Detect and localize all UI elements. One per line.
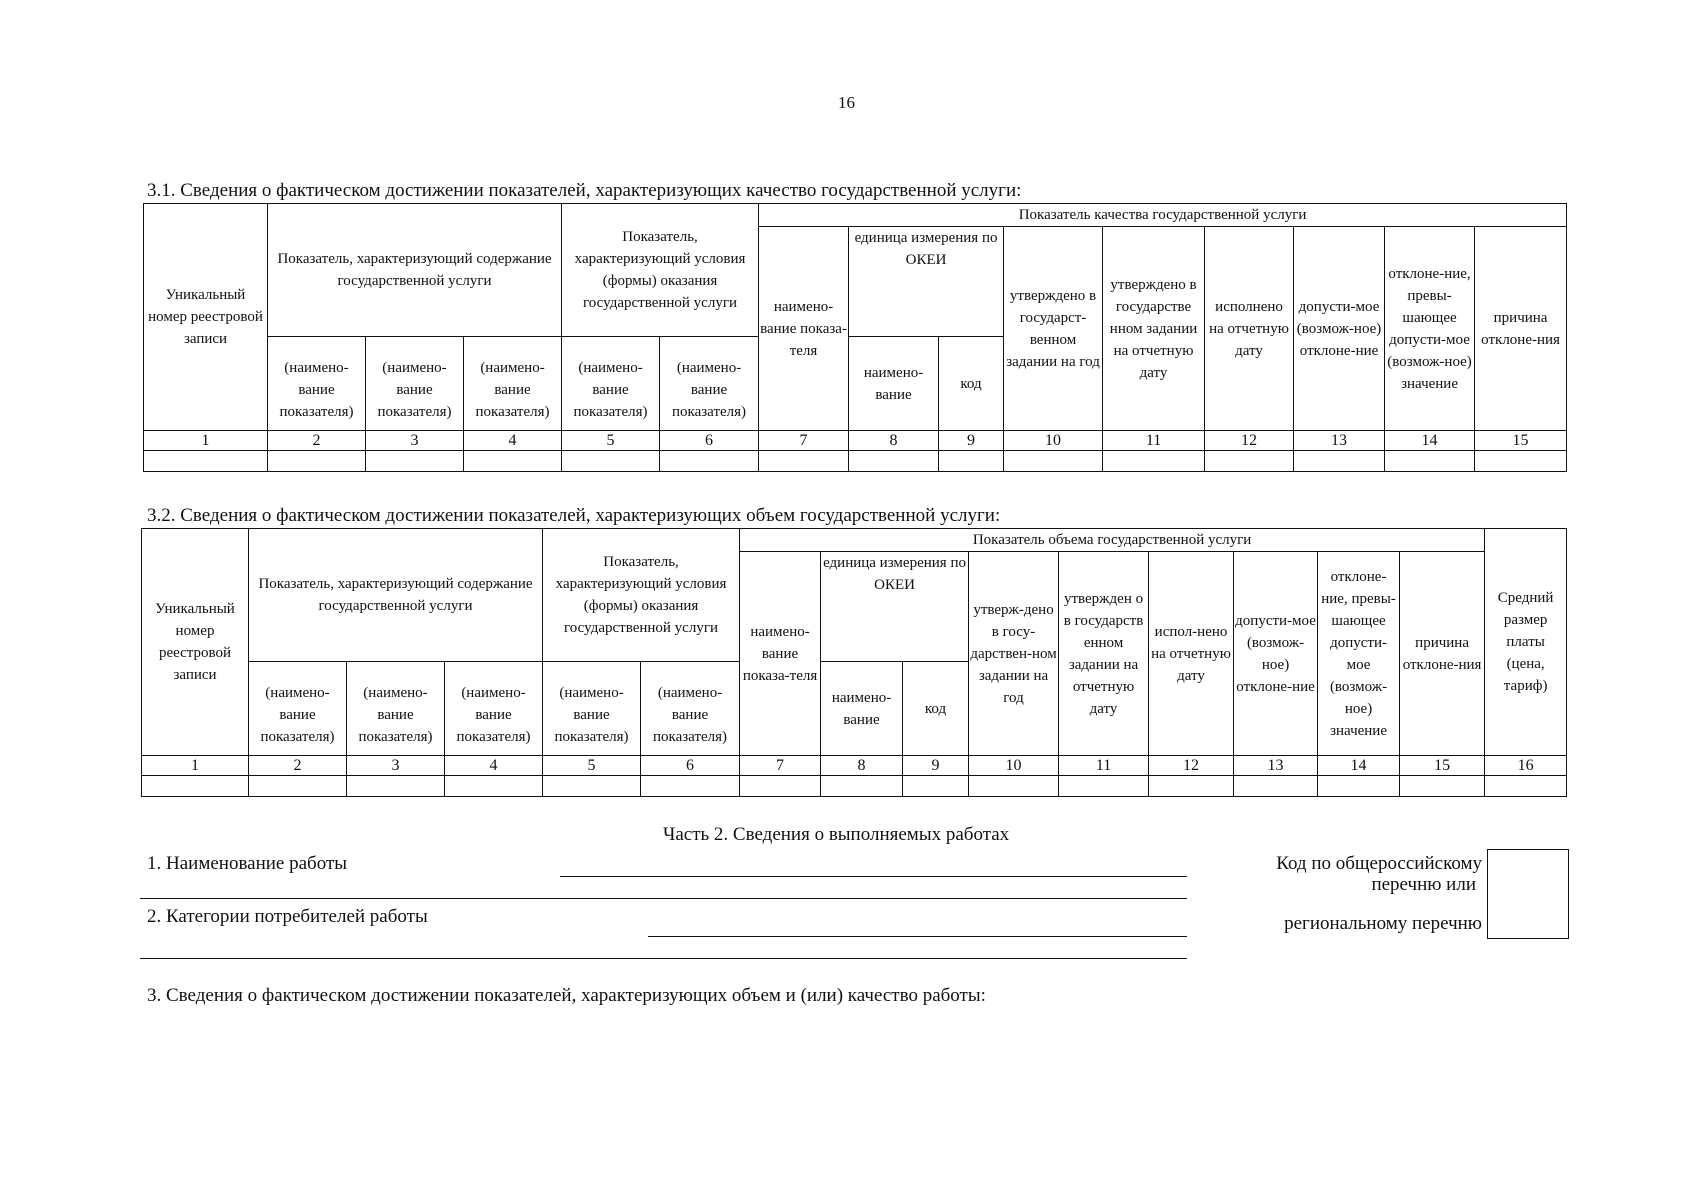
work-name-field[interactable] (560, 876, 1187, 877)
col-number: 6 (660, 431, 759, 451)
h-sub-name: (наимено-вание показателя) (660, 337, 759, 431)
col-number: 3 (347, 756, 445, 776)
col-number: 7 (759, 431, 849, 451)
col-number: 11 (1103, 431, 1205, 451)
col-number: 15 (1400, 756, 1485, 776)
h-average-fee: Средний размер платы (цена, тариф) (1485, 529, 1567, 756)
section-3-1-heading: 3.1. Сведения о фактическом достижении показателей, характеризующих качество государственной услуги: (147, 180, 1022, 201)
h-sub-name: (наимено-вание показателя) (366, 337, 464, 431)
h-indicator-name: наимено-вание показа-теля (759, 227, 849, 431)
work-name-label: 1. Наименование работы (147, 853, 348, 874)
col-number: 4 (464, 431, 562, 451)
col-number: 5 (562, 431, 660, 451)
table-cell[interactable] (1318, 776, 1400, 797)
h-indicator-name: наимено-вание показа-теля (740, 552, 821, 756)
h-exceeding-deviation: отклоне-ние, превы-шающее допусти-мое (возмож-ное) значение (1318, 552, 1400, 756)
consumer-category-field[interactable] (648, 936, 1187, 937)
table-cell[interactable] (1205, 451, 1294, 472)
table-cell[interactable] (740, 776, 821, 797)
col-number: 16 (1485, 756, 1567, 776)
table-cell[interactable] (1485, 776, 1567, 797)
h-unique-record: Уникальный номер реестровой записи (144, 204, 268, 431)
col-number: 14 (1318, 756, 1400, 776)
table-cell[interactable] (1294, 451, 1385, 472)
table-cell[interactable] (142, 776, 249, 797)
table-cell[interactable] (849, 451, 939, 472)
h-approved-report-date: утвержден о в государств енном задании на отчетную дату (1059, 552, 1149, 756)
h-approved-year: утверж-дено в госу-дарствен-ном задании на год (969, 552, 1059, 756)
table-cell[interactable] (562, 451, 660, 472)
h-deviation-reason: причина отклоне-ния (1475, 227, 1567, 431)
col-number: 6 (641, 756, 740, 776)
code-label-line3: региональному перечню (1284, 913, 1482, 934)
col-number: 9 (939, 431, 1004, 451)
col-number: 1 (142, 756, 249, 776)
consumer-category-label: 2. Категории потребителей работы (147, 906, 428, 927)
h-sub-name: (наимено-вание показателя) (641, 662, 740, 756)
part2-title: Часть 2. Сведения о выполняемых работах (663, 824, 1010, 845)
h-unit-name: наимено-вание (821, 662, 903, 756)
table-cell[interactable] (1234, 776, 1318, 797)
col-number: 12 (1205, 431, 1294, 451)
table-cell[interactable] (1004, 451, 1103, 472)
table-cell[interactable] (969, 776, 1059, 797)
h-unit-okei: единица измерения по ОКЕИ (849, 227, 1004, 337)
col-number: 14 (1385, 431, 1475, 451)
page-number: 16 (838, 93, 855, 112)
h-quality-group: Показатель качества государственной услуги (759, 204, 1567, 227)
h-sub-name: (наимено-вание показателя) (249, 662, 347, 756)
h-sub-name: (наимено-вание показателя) (464, 337, 562, 431)
quality-table (143, 203, 1567, 472)
col-number: 10 (1004, 431, 1103, 451)
table-cell[interactable] (268, 451, 366, 472)
h-conditions-indicator: Показатель, характеризующий условия (формы) оказания государственной услуги (543, 529, 740, 662)
h-unit-code: код (903, 662, 969, 756)
table-cell[interactable] (464, 451, 562, 472)
table-row (142, 776, 1567, 797)
code-label-line2: перечню или (1371, 874, 1476, 895)
h-content-indicator: Показатель, характеризующий содержание государственной услуги (249, 529, 543, 662)
table-cell[interactable] (903, 776, 969, 797)
h-sub-name: (наимено-вание показателя) (543, 662, 641, 756)
col-number: 8 (849, 431, 939, 451)
consumer-category-field-line2[interactable] (140, 958, 1187, 959)
h-approved-report-date: утверждено в государстве нном задании на отчетную дату (1103, 227, 1205, 431)
h-deviation-reason: причина отклоне-ния (1400, 552, 1485, 756)
col-number: 12 (1149, 756, 1234, 776)
col-number: 13 (1234, 756, 1318, 776)
col-number: 1 (144, 431, 268, 451)
table-cell[interactable] (939, 451, 1004, 472)
table-cell[interactable] (249, 776, 347, 797)
code-label-line1: Код по общероссийскому (1276, 853, 1482, 874)
h-sub-name: (наимено-вание показателя) (268, 337, 366, 431)
table-cell[interactable] (366, 451, 464, 472)
h-content-indicator: Показатель, характеризующий содержание государственной услуги (268, 204, 562, 337)
table-cell[interactable] (543, 776, 641, 797)
h-executed: испол-нено на отчетную дату (1149, 552, 1234, 756)
h-volume-group: Показатель объема государственной услуги (740, 529, 1485, 552)
table-cell[interactable] (1475, 451, 1567, 472)
registry-code-box[interactable] (1487, 849, 1569, 939)
table-cell[interactable] (1149, 776, 1234, 797)
h-approved-year: утверждено в государст-венном задании на год (1004, 227, 1103, 431)
work-name-field-line2[interactable] (140, 898, 1187, 899)
section-3-2-heading: 3.2. Сведения о фактическом достижении показателей, характеризующих объем государственной услуги: (147, 505, 1001, 526)
col-number: 8 (821, 756, 903, 776)
col-number: 4 (445, 756, 543, 776)
col-number: 3 (366, 431, 464, 451)
col-number: 2 (268, 431, 366, 451)
table-cell[interactable] (821, 776, 903, 797)
table-cell[interactable] (1400, 776, 1485, 797)
h-conditions-indicator: Показатель, характеризующий условия (формы) оказания государственной услуги (562, 204, 759, 337)
table-cell[interactable] (445, 776, 543, 797)
h-executed: исполнено на отчетную дату (1205, 227, 1294, 431)
h-sub-name: (наимено-вание показателя) (347, 662, 445, 756)
h-exceeding-deviation: отклоне-ние, превы-шающее допусти-мое (возмож-ное) значение (1385, 227, 1475, 431)
table-cell[interactable] (660, 451, 759, 472)
col-number: 9 (903, 756, 969, 776)
table-cell[interactable] (1059, 776, 1149, 797)
table-cell[interactable] (347, 776, 445, 797)
table-cell[interactable] (1385, 451, 1475, 472)
volume-table (141, 528, 1567, 797)
table-row (144, 451, 1567, 472)
col-number: 5 (543, 756, 641, 776)
h-unit-name: наимено-вание (849, 337, 939, 431)
table-cell[interactable] (641, 776, 740, 797)
table-cell[interactable] (759, 451, 849, 472)
h-sub-name: (наимено-вание показателя) (445, 662, 543, 756)
h-unit-okei: единица измерения по ОКЕИ (821, 552, 969, 662)
section-3-work-heading: 3. Сведения о фактическом достижении показателей, характеризующих объем и (или) качество работы: (147, 985, 986, 1006)
h-unit-code: код (939, 337, 1004, 431)
h-unique-record: Уникальный номер реестровой записи (142, 529, 249, 756)
col-number: 7 (740, 756, 821, 776)
col-number: 2 (249, 756, 347, 776)
table-cell[interactable] (144, 451, 268, 472)
col-number: 13 (1294, 431, 1385, 451)
h-sub-name: (наимено-вание показателя) (562, 337, 660, 431)
col-number: 15 (1475, 431, 1567, 451)
col-number: 11 (1059, 756, 1149, 776)
h-allowed-deviation: допусти-мое (возмож-ное) отклоне-ние (1234, 552, 1318, 756)
table-cell[interactable] (1103, 451, 1205, 472)
col-number: 10 (969, 756, 1059, 776)
h-allowed-deviation: допусти-мое (возмож-ное) отклоне-ние (1294, 227, 1385, 431)
